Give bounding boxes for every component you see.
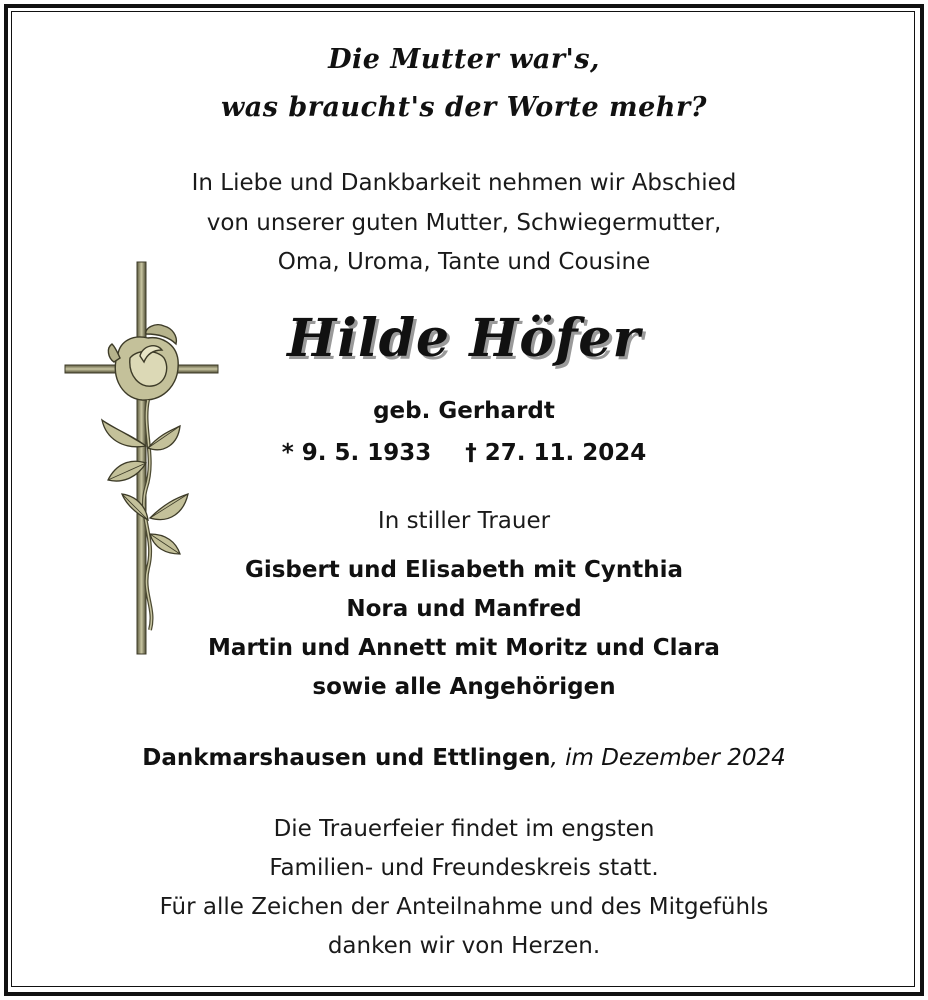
- place-date: [0, 745, 928, 771]
- header-line-2: was braucht's der Worte mehr?: [221, 92, 707, 123]
- mourners-line-3: Martin und Annett mit Moritz und Clara: [208, 635, 720, 661]
- mourners-line-1: Gisbert und Elisabeth mit Cynthia: [244, 557, 684, 583]
- notice-line-1: Die Trauerfeier findet im engsten: [273, 816, 655, 842]
- intro-line-2: von unserer guten Mutter, Schwiegermutter,: [206, 210, 722, 236]
- mourners-line-4: sowie alle Angehörigen: [312, 674, 616, 700]
- header-line-1: Die Mutter war's,: [328, 44, 600, 75]
- life-dates: [0, 440, 928, 466]
- notice-line-2: Familien- und Freundeskreis statt.: [269, 855, 659, 881]
- notice-line-4: danken wir von Herzen.: [327, 933, 601, 959]
- intro-line-3: Oma, Uroma, Tante und Cousine: [277, 249, 651, 275]
- intro-line-1: In Liebe und Dankbarkeit nehmen wir Abschied: [191, 170, 737, 196]
- maiden-name: geb. Gerhardt: [373, 398, 555, 424]
- notice-line-3: Für alle Zeichen der Anteilnahme und des Mitgefühls: [159, 894, 769, 920]
- mourners-line-2: Nora und Manfred: [346, 596, 582, 622]
- place: Dankmarshausen und Ettlingen: [142, 745, 551, 771]
- death-date: † 27. 11. 2024: [465, 440, 647, 466]
- birth-date: * 9. 5. 1933: [281, 440, 432, 466]
- mourners-intro: In stiller Trauer: [377, 508, 551, 534]
- date: , im Dezember 2024: [550, 745, 786, 771]
- deceased-name: Hilde Höfer: [287, 308, 641, 369]
